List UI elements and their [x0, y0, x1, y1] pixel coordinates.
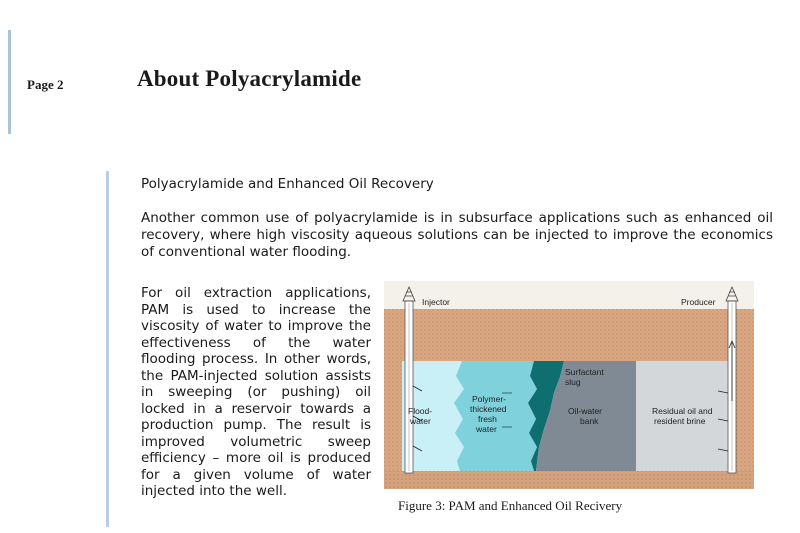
oil-bank-label-line2: bank [580, 416, 599, 426]
polymer-label-line2: thickened [470, 404, 507, 414]
residual-label-line1: Residual oil and [652, 406, 713, 416]
polymer-label-line3: fresh [478, 414, 497, 424]
content-accent-rule [106, 171, 109, 527]
eor-diagram [384, 281, 754, 489]
overburden-layer [384, 309, 754, 361]
reservoir-right-edge [736, 361, 754, 471]
underburden-layer [384, 471, 754, 489]
page-number: Page 2 [27, 77, 64, 92]
intro-paragraph: Another common use of polyacrylamide is in subsurface applications such as enhanced oil recovery, where high viscosity aqueous solutions can be injected to improve the economics of conventional water flooding. [141, 210, 773, 260]
figure-caption: Figure 3: PAM and Enhanced Oil Recivery [398, 498, 623, 513]
polymer-label-line1: Polymer- [472, 394, 507, 404]
oil-bank-label-line1: Oil-water [568, 406, 603, 416]
surfactant-label-line1: Surfactant [565, 367, 604, 377]
surfactant-label-line2: slug [565, 377, 581, 387]
page-title: About Polyacrylamide [137, 66, 362, 91]
polymer-label-line4: water [476, 424, 497, 434]
residual-label-line2: resident brine [654, 416, 706, 426]
flood-water-label-line1: Flood- [408, 406, 433, 416]
reservoir-left-edge [384, 361, 402, 471]
producer-label: Producer [681, 297, 716, 307]
header-accent-rule [8, 30, 11, 134]
body-paragraph: For oil extraction applications, PAM is used to increase the viscosity of water to improve the effectiveness of the water flooding process. In other words, the PAM-injected solution assists in sweeping (or pushing) oil locked in a reservoir towards a production pump. The result is improved volumetric sweep efficiency – more oil is produced for a given volume of water injected into the well. [141, 285, 371, 499]
section-heading: Polyacrylamide and Enhanced Oil Recovery [141, 176, 434, 192]
flood-water-label-line2: water [410, 416, 431, 426]
injector-label: Injector [422, 297, 450, 307]
